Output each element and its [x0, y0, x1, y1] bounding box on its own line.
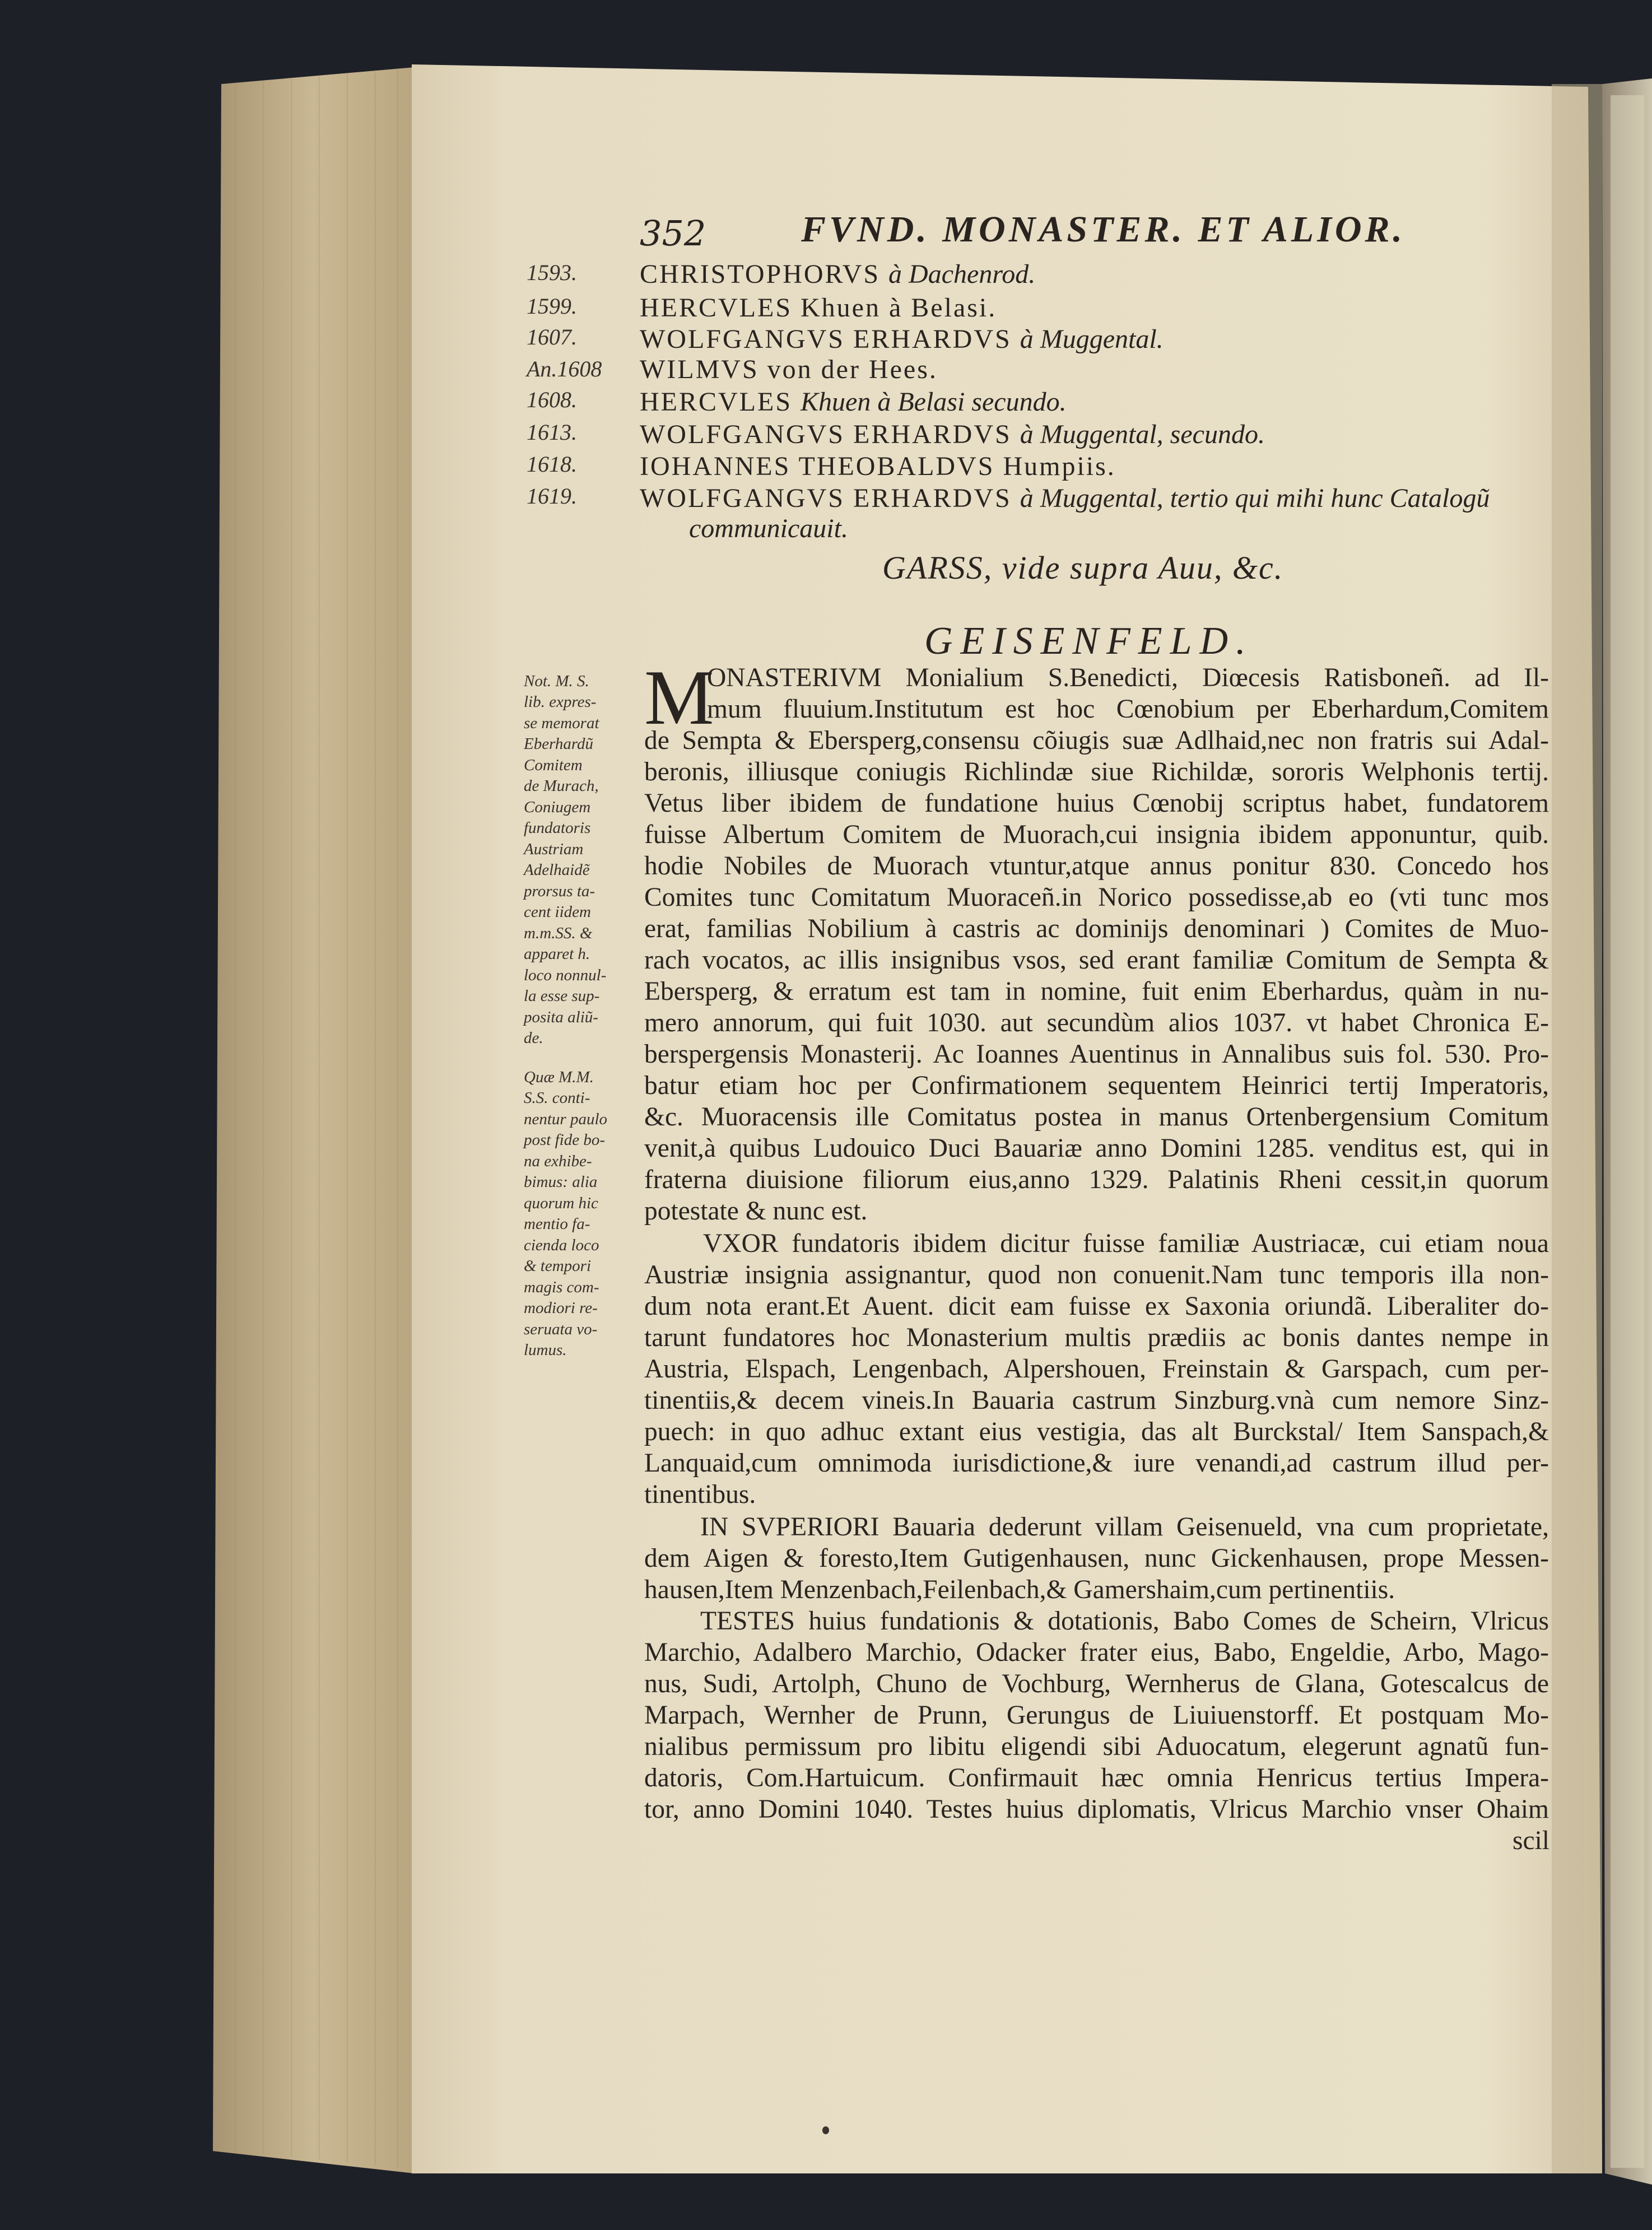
margin-note-line: Eberhardũ — [524, 735, 594, 753]
abbot-suffix: à Muggental, secundo. — [1020, 420, 1265, 449]
abbot-year: 1618. — [527, 451, 577, 477]
margin-note-line: post fide bo- — [524, 1131, 605, 1149]
abbot-entry — [640, 387, 1067, 417]
abbot-name: WOLFGANGVS ERHARDVS — [640, 324, 1012, 354]
abbot-name: WOLFGANGVS ERHARDVS — [640, 483, 1012, 513]
body-line: TESTES huius fundationis & dotationis, Babo Comes de Scheirn, Vlricus — [700, 1607, 1549, 1636]
margin-note-line: se memorat — [524, 714, 599, 732]
body-line: tinentibus. — [644, 1480, 756, 1509]
margin-note-line: Quæ M.M. — [524, 1068, 594, 1086]
abbot-entry — [640, 292, 997, 323]
margin-note-line: de Murach, — [524, 777, 599, 795]
body-line: Lanquaid,cum omnimoda iurisdictione,& iure venandi,ad castrum illud per- — [644, 1449, 1549, 1478]
body-line: dum nota erant.Et Auent. dicit eam fuisse ex Saxonia oriundã. Liberaliter do- — [644, 1292, 1549, 1321]
body-line: berspergensis Monasterij. Ac Ioannes Auentinus in Annalibus suis fol. 530. Pro- — [644, 1040, 1549, 1069]
abbot-suffix: à Muggental, tertio qui mihi hunc Catalogũ — [1020, 483, 1490, 513]
margin-note-line: magis com- — [524, 1278, 599, 1296]
abbot-entry — [640, 451, 1116, 482]
margin-note-line: Comitem — [524, 756, 583, 774]
body-line: fuisse Albertum Comitem de Muorach,cui insignia ibidem apponuntur, quib. — [644, 820, 1549, 849]
margin-note-line: Austriam — [524, 840, 584, 858]
margin-note-line: de. — [524, 1029, 543, 1047]
abbot-entry — [640, 324, 1164, 355]
body-line: Comites tunc Comitatum Muoraceñ.in Norico possedisse,ab eo (vti tunc mos — [644, 883, 1549, 912]
abbot-entry — [640, 259, 1035, 290]
abbot-year: 1619. — [527, 483, 577, 509]
body-line: rach vocatos, ac illis insignibus vsos, sed erant familiæ Comitum de Sempta & — [644, 946, 1549, 975]
abbot-name: WILMVS von der Hees. — [640, 355, 938, 384]
body-line: tor, anno Domini 1040. Testes huius diplomatis, Vlricus Marchio vnser Ohaim — [644, 1795, 1549, 1824]
body-line: VXOR fundatoris ibidem dicitur fuisse familiæ Austriacæ, cui etiam noua — [703, 1229, 1549, 1258]
body-line: mum fluuium.Institutum est hoc Cœnobium per Eberhardum,Comitem — [707, 695, 1549, 724]
body-line: Marpach, Wernher de Prunn, Gerungus de Liuiuenstorff. Et postquam Mo- — [644, 1701, 1549, 1730]
margin-note-line: cienda loco — [524, 1236, 599, 1254]
abbot-name: CHRISTOPHORVS — [640, 259, 881, 289]
body-line: dem Aigen & foresto,Item Gutigenhausen, nunc Gickenhausen, prope Messen- — [644, 1544, 1549, 1573]
margin-note-line: modiori re- — [524, 1299, 598, 1317]
abbot-name: HERCVLES Khuen à Belasi. — [640, 293, 997, 323]
body-line: Vetus liber ibidem de fundatione huius Cœnobij scriptus habet, fundatorem — [644, 789, 1549, 818]
body-line: beronis, illiusque coniugis Richlindæ siue Richildæ, sororis Welphonis tertij. — [644, 757, 1549, 786]
body-line: &c. Muoracensis ille Comitatus postea in manus Ortenbergensium Comitum — [644, 1102, 1549, 1132]
abbot-year: 1593. — [527, 260, 577, 285]
body-line: ONASTERIVM Monialium S.Benedicti, Diœcesis Ratisboneñ. ad Il- — [707, 663, 1549, 692]
margin-note-line: posita aliũ- — [524, 1008, 598, 1026]
margin-note-line: S.S. conti- — [524, 1089, 590, 1107]
body-line: venit,à quibus Ludouico Duci Bauariæ anno Domini 1285. venditus est, qui in — [644, 1134, 1549, 1163]
margin-note-line: mentio fa- — [524, 1215, 590, 1233]
abbot-year: 1608. — [527, 387, 577, 412]
body-line: datoris, Com.Hartuicum. Confirmauit hæc omnia Henricus tertius Impera- — [644, 1763, 1549, 1793]
margin-note-line: fundatoris — [524, 819, 591, 837]
abbot-suffix: Khuen à Belasi secundo. — [801, 387, 1067, 417]
page-edges — [213, 67, 415, 2173]
abbot-name: WOLFGANGVS ERHARDVS — [640, 420, 1012, 449]
margin-note-line: quorum hic — [524, 1194, 598, 1212]
margin-note-line: & tempori — [524, 1257, 592, 1275]
abbot-year: 1599. — [527, 294, 577, 319]
body-line: nialibus permissum pro libitu eligendi sibi Aduocatum, elegerunt agnatũ fun- — [644, 1732, 1549, 1761]
abbot-suffix: à Muggental. — [1020, 324, 1164, 354]
catchword: scil — [1513, 1826, 1549, 1855]
margin-note-line: bimus: alia — [524, 1173, 598, 1191]
body-line: tarunt fundatores hoc Monasterium multis prædiis ac bonis dantes nempe in — [644, 1323, 1549, 1352]
margin-note-line: prorsus ta- — [524, 882, 595, 900]
abbot-suffix: à Dachenrod. — [888, 259, 1036, 289]
page-number: 352 — [640, 213, 706, 254]
margin-note-line: cent iidem — [524, 903, 591, 921]
abbot-continuation: communicauit. — [689, 514, 848, 543]
margin-note-line: nentur paulo — [524, 1110, 608, 1128]
body-line: IN SVPERIORI Bauaria dederunt villam Geisenueld, vna cum proprietate, — [700, 1512, 1549, 1542]
section-title: GEISENFELD. — [924, 620, 1254, 663]
body-line: de Sempta & Ebersperg,consensu cõiugis suæ Adlhaid,nec non fratris sui Adal- — [644, 726, 1549, 755]
margin-note-line: seruata vo- — [524, 1320, 598, 1338]
abbot-entry — [640, 483, 1490, 514]
abbot-name: HERCVLES — [640, 387, 793, 417]
abbot-year: An.1608 — [527, 356, 602, 381]
body-line: hodie Nobiles de Muorach vtuntur,atque annus ponitur 830. Concedo hos — [644, 851, 1549, 881]
body-line: Austria, Elspach, Lengenbach, Alpershouen, Freinstain & Garspach, cum per- — [644, 1354, 1549, 1384]
drop-cap: M — [644, 654, 714, 741]
body-line: fraterna diuisione filiorum eius,anno 1329. Palatinis Rheni cessit,in quorum — [644, 1165, 1549, 1194]
body-line: hausen,Item Menzenbach,Feilenbach,& Gamershaim,cum pertinentiis. — [644, 1575, 1395, 1604]
margin-note-line: loco nonnul- — [524, 966, 607, 984]
body-line: Austriæ insignia assignantur, quod non conuenit.Nam tunc temporis illa non- — [644, 1260, 1549, 1289]
abbot-year: 1607. — [527, 324, 577, 350]
margin-note-line: Not. M. S. — [524, 672, 589, 690]
body-line: batur etiam hoc per Confirmationem sequentem Heinrici tertij Imperatoris, — [644, 1071, 1549, 1100]
body-line: erat, familias Nobilium à castris ac dominijs denominari ) Comites de Muo- — [644, 914, 1549, 943]
body-line: puech: in quo adhuc extant eius vestigia, das alt Burckstal/ Item Sanspach,& — [644, 1417, 1549, 1446]
margin-note-line: lumus. — [524, 1341, 567, 1359]
margin-note-line: Adelhaidẽ — [524, 861, 590, 879]
cross-reference: GARSS, vide supra Auu, &c. — [882, 550, 1284, 586]
margin-note-line: m.m.SS. & — [524, 924, 593, 942]
abbot-entry — [640, 419, 1265, 450]
margin-note-line: la esse sup- — [524, 987, 600, 1005]
running-title: FVND. MONASTER. ET ALIOR. — [801, 209, 1406, 250]
margin-note-line: apparet h. — [524, 945, 590, 963]
body-line: Marchio, Adalbero Marchio, Odacker frater eius, Babo, Engeldie, Arbo, Mago- — [644, 1638, 1549, 1667]
margin-note-line: na exhibe- — [524, 1152, 592, 1170]
abbot-entry — [640, 354, 938, 385]
ink-spot — [822, 2126, 829, 2134]
margin-note-line: Coniugem — [524, 798, 591, 816]
body-line: nus, Sudi, Artolph, Chuno de Vochburg, Wernherus de Glana, Gotescalcus de — [644, 1669, 1549, 1698]
body-line: Ebersperg, & erratum est tam in nomine, fuit enim Eberhardus, quàm in nu- — [644, 977, 1549, 1006]
abbot-name: IOHANNES THEOBALDVS Humpiis. — [640, 451, 1116, 481]
margin-note-line: lib. expres- — [524, 693, 597, 711]
body-line: tinentiis,& decem vineis.In Bauaria castrum Sinzburg.vnà cum nemore Sinz- — [644, 1386, 1549, 1415]
abbot-year: 1613. — [527, 420, 577, 445]
body-line: potestate & nunc est. — [644, 1197, 868, 1226]
body-line: mero annorum, qui fuit 1030. aut secundùm alios 1037. vt habet Chronica E- — [644, 1008, 1549, 1037]
